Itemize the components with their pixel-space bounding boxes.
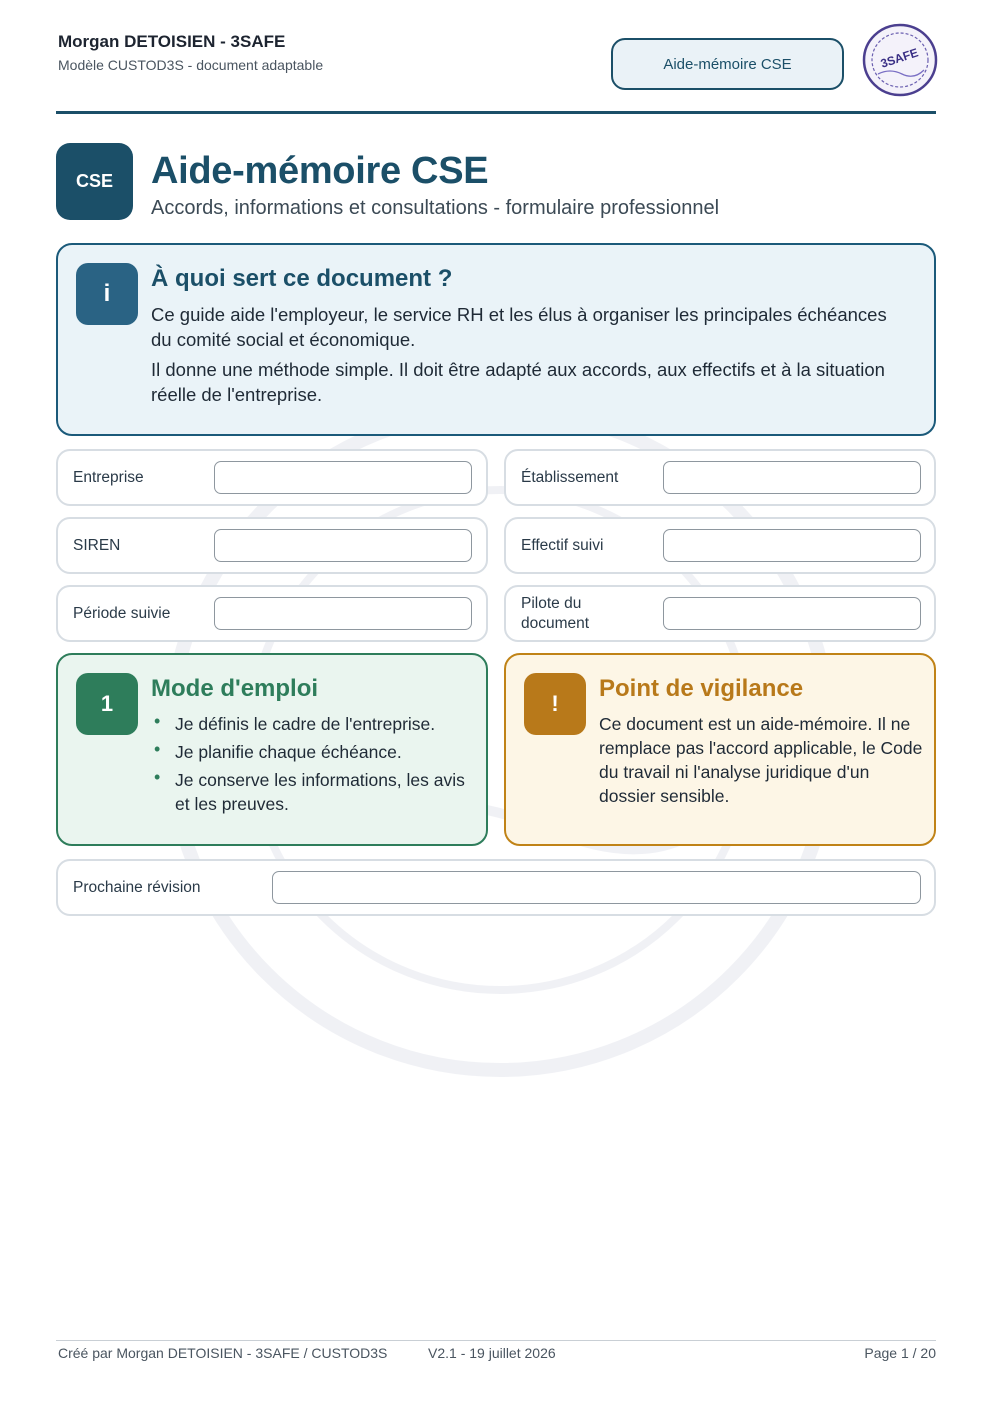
page-subtitle: Accords, informations et consultations - formulaire professionnel <box>151 197 720 219</box>
stamp-text: 3SAFE <box>878 45 920 71</box>
field-label: SIREN <box>73 536 121 554</box>
info-paragraph-2: Il donne une méthode simple. Il doit être adapté aux accords, aux effectifs et à la situation réelle de l'entreprise. <box>151 359 885 405</box>
header-doc-pill <box>611 38 844 90</box>
info-paragraph-1: Ce guide aide l'employeur, le service RH et les élus à organiser les principales échéances du comité social et économique. <box>151 304 887 350</box>
revision-input[interactable] <box>272 871 921 904</box>
mode-emploi-panel <box>56 653 488 846</box>
step-number: 1 <box>100 691 114 716</box>
header-pill-label: Aide-mémoire CSE <box>663 55 792 73</box>
footer-credit: Créé par Morgan DETOISIEN - 3SAFE / CUSTOD3S <box>58 1345 388 1361</box>
warning-icon <box>524 673 586 735</box>
field-label: Période suivie <box>73 604 171 622</box>
pilote-input[interactable] <box>663 597 921 630</box>
entreprise-input[interactable] <box>214 461 472 494</box>
field-label: Établissement <box>521 468 619 486</box>
warning-glyph: ! <box>551 691 559 716</box>
footer-divider <box>56 1340 936 1341</box>
title-badge-label: CSE <box>75 171 113 191</box>
list-item: • Je définis le cadre de l'entreprise. <box>151 712 471 736</box>
step-number-icon <box>76 673 138 735</box>
mode-emploi-title: Mode d'emploi <box>151 675 319 702</box>
page-number: Page 1 / 20 <box>864 1345 936 1361</box>
field-revision <box>56 859 936 916</box>
field-label: Prochaine révision <box>73 878 201 896</box>
info-title: À quoi sert ce document ? <box>151 265 453 292</box>
company-stamp-icon <box>860 22 940 98</box>
field-label: Entreprise <box>73 468 144 486</box>
title-badge <box>56 143 133 220</box>
vigilance-text: Ce document est un aide-mémoire. Il ne remplace pas l'accord applicable, le Code du travail ni l'analyse juridique d'un dossier sensible. <box>599 714 923 806</box>
page-title: Aide-mémoire CSE <box>151 150 489 192</box>
header-author: Morgan DETOISIEN - 3SAFE <box>58 32 286 51</box>
list-item: • Je planifie chaque échéance. <box>151 740 471 764</box>
field-effectif <box>504 517 936 574</box>
header-divider <box>56 111 936 114</box>
info-panel <box>56 243 936 436</box>
vigilance-title: Point de vigilance <box>599 675 804 702</box>
field-entreprise <box>56 449 488 506</box>
header-model: Modèle CUSTOD3S - document adaptable <box>58 57 324 73</box>
vigilance-panel <box>504 653 936 846</box>
field-label: Pilote du document <box>521 594 590 632</box>
footer-version: V2.1 - 19 juillet 2026 <box>428 1345 556 1361</box>
siren-input[interactable] <box>214 529 472 562</box>
field-etablissement <box>504 449 936 506</box>
info-icon <box>76 263 138 325</box>
field-label: Effectif suivi <box>521 536 604 554</box>
field-periode <box>56 585 488 642</box>
list-item: • Je conserve les informations, les avis et les preuves. <box>151 768 471 816</box>
info-icon-glyph: i <box>103 280 111 307</box>
etablissement-input[interactable] <box>663 461 921 494</box>
mode-emploi-list <box>151 712 471 820</box>
periode-input[interactable] <box>214 597 472 630</box>
field-pilote <box>504 585 936 642</box>
field-siren <box>56 517 488 574</box>
effectif-input[interactable] <box>663 529 921 562</box>
